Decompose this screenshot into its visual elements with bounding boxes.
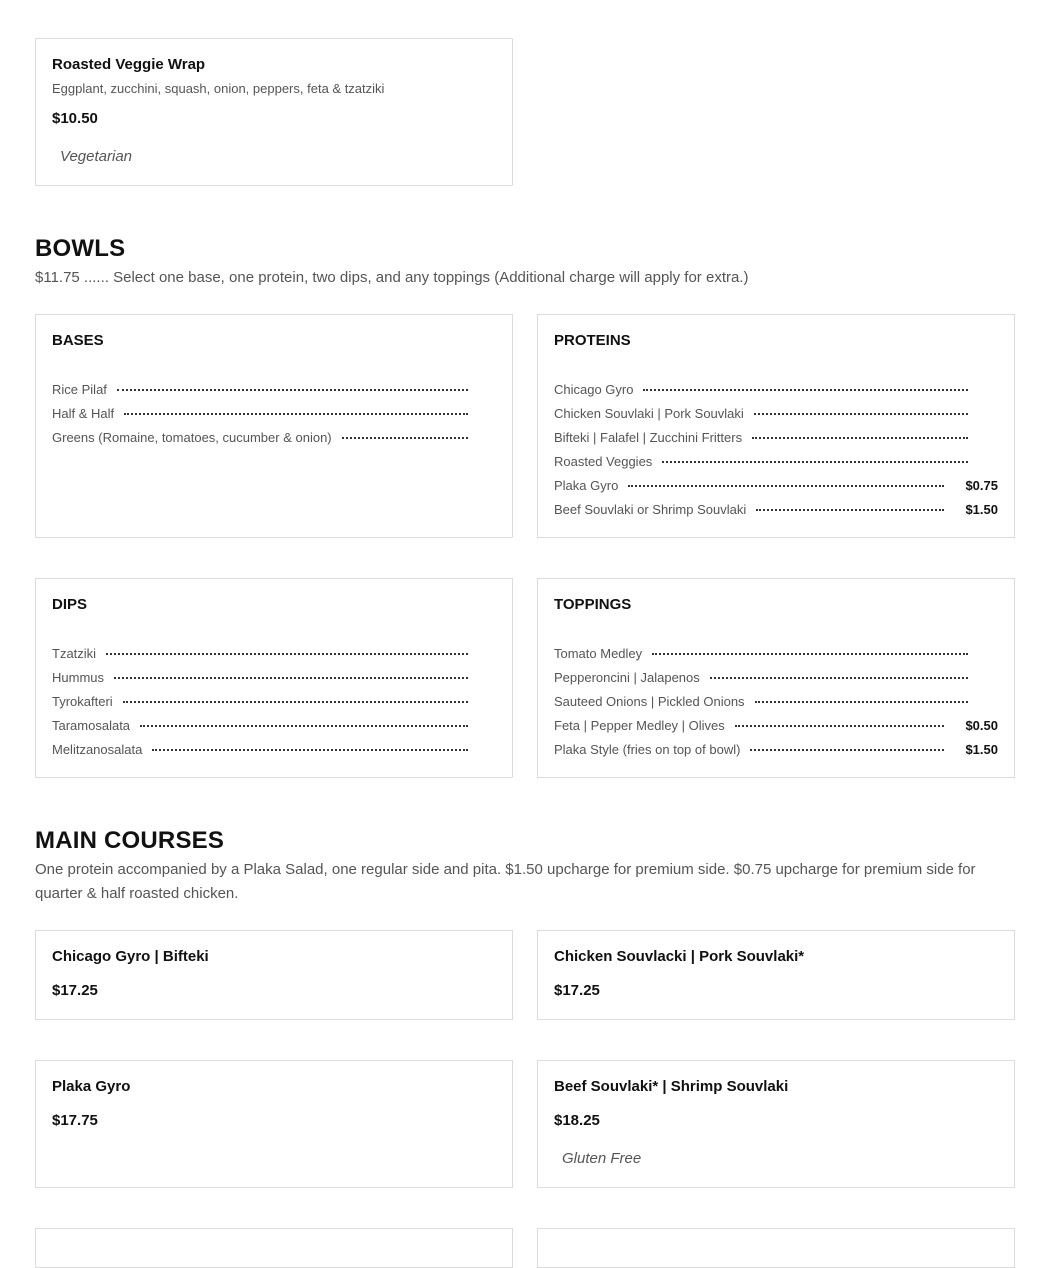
bowl-card-title: DIPS	[52, 596, 88, 613]
menu-item-card-partial[interactable]	[537, 1228, 1015, 1268]
section-description-main-courses: One protein accompanied by a Plaka Salad, one regular side and pita. $1.50 upcharge for premium side. $0.75 upcharge for premium side for quarter & half roasted chicken.	[35, 861, 976, 902]
bowl-card-dips	[35, 578, 513, 778]
list-item-name: Plaka Style (fries on top of bowl)	[554, 741, 741, 757]
menu-item-title: Roasted Veggie Wrap	[52, 56, 206, 73]
list-item-price: $1.50	[965, 501, 998, 517]
list-item[interactable]	[554, 497, 998, 521]
menu-item-price: $17.75	[52, 1112, 98, 1129]
list-item[interactable]	[52, 401, 478, 425]
section-title-main-courses: MAIN COURSES	[35, 827, 225, 854]
bowl-card-proteins	[537, 314, 1015, 538]
list-item-name: Rice Pilaf	[52, 381, 107, 397]
menu-item-card-roasted-veggie-wrap[interactable]	[35, 38, 513, 186]
list-item[interactable]	[52, 665, 478, 689]
list-item-name: Taramosalata	[52, 717, 131, 733]
dotted-leader	[662, 461, 968, 463]
menu-item-card-beef-shrimp-souvlaki[interactable]	[537, 1060, 1015, 1188]
list-item[interactable]	[52, 377, 478, 401]
list-item-name: Chicago Gyro	[554, 381, 634, 397]
dips-list	[52, 641, 478, 761]
list-item[interactable]	[554, 473, 998, 497]
list-item[interactable]	[554, 449, 998, 473]
list-item-name: Plaka Gyro	[554, 477, 619, 493]
menu-item-card-plaka-gyro[interactable]	[35, 1060, 513, 1188]
dotted-leader	[140, 725, 468, 727]
dotted-leader	[117, 389, 468, 391]
dotted-leader	[735, 725, 944, 727]
menu-item-title: Chicago Gyro | Bifteki	[52, 948, 209, 965]
bowl-card-title: PROTEINS	[554, 332, 631, 349]
menu-item-price: $17.25	[52, 982, 98, 999]
list-item[interactable]	[52, 689, 478, 713]
list-item[interactable]	[52, 641, 478, 665]
list-item-name: Greens (Romaine, tomatoes, cucumber & onion)	[52, 429, 332, 445]
section-description-bowls: $11.75 ...... Select one base, one protein, two dips, and any toppings (Additional charge will apply for extra.)	[35, 269, 749, 286]
menu-item-card-chicken-pork-souvlaki[interactable]	[537, 930, 1015, 1020]
dotted-leader	[628, 485, 944, 487]
dotted-leader	[152, 749, 468, 751]
list-item[interactable]	[554, 713, 998, 737]
list-item-name: Roasted Veggies	[554, 453, 653, 469]
list-item[interactable]	[554, 641, 998, 665]
dotted-leader	[752, 437, 968, 439]
menu-item-description: Eggplant, zucchini, squash, onion, peppers, feta & tzatziki	[52, 81, 385, 96]
bases-list	[52, 377, 478, 449]
list-item-name: Beef Souvlaki or Shrimp Souvlaki	[554, 501, 747, 517]
dotted-leader	[756, 509, 944, 511]
list-item-name: Pepperoncini | Jalapenos	[554, 669, 700, 685]
list-item-name: Melitzanosalata	[52, 741, 143, 757]
dotted-leader	[754, 413, 968, 415]
dotted-leader	[755, 701, 968, 703]
dotted-leader	[124, 413, 468, 415]
list-item[interactable]	[554, 377, 998, 401]
dotted-leader	[643, 389, 968, 391]
list-item-name: Chicken Souvlaki | Pork Souvlaki	[554, 405, 744, 421]
list-item[interactable]	[554, 401, 998, 425]
list-item[interactable]	[554, 665, 998, 689]
menu-item-title: Beef Souvlaki* | Shrimp Souvlaki	[554, 1078, 789, 1095]
dotted-leader	[123, 701, 468, 703]
list-item[interactable]	[52, 713, 478, 737]
list-item[interactable]	[554, 737, 998, 761]
list-item[interactable]	[554, 689, 998, 713]
list-item-name: Hummus	[52, 669, 105, 685]
dietary-tag: Gluten Free	[562, 1150, 642, 1167]
list-item[interactable]	[554, 425, 998, 449]
list-item-price: $0.50	[965, 717, 998, 733]
list-item-name: Feta | Pepper Medley | Olives	[554, 717, 725, 733]
list-item[interactable]	[52, 737, 478, 761]
menu-item-title: Plaka Gyro	[52, 1078, 131, 1095]
bowl-card-bases	[35, 314, 513, 538]
menu-item-price: $10.50	[52, 110, 98, 127]
list-item-price: $1.50	[965, 741, 998, 757]
list-item-name: Half & Half	[52, 405, 115, 421]
menu-item-card-chicago-gyro-bifteki[interactable]	[35, 930, 513, 1020]
menu-item-title: Chicken Souvlacki | Pork Souvlaki*	[554, 948, 805, 965]
dotted-leader	[652, 653, 968, 655]
toppings-list	[554, 641, 998, 761]
dotted-leader	[342, 437, 468, 439]
menu-item-price: $17.25	[554, 982, 600, 999]
proteins-list	[554, 377, 998, 521]
menu-item-card-partial[interactable]	[35, 1228, 513, 1268]
list-item-name: Tzatziki	[52, 645, 97, 661]
list-item-name: Sauteed Onions | Pickled Onions	[554, 693, 745, 709]
list-item[interactable]	[52, 425, 478, 449]
dietary-tag: Vegetarian	[60, 148, 132, 165]
bowl-card-title: BASES	[52, 332, 104, 349]
section-title-bowls: BOWLS	[35, 235, 126, 262]
dotted-leader	[114, 677, 468, 679]
dotted-leader	[710, 677, 968, 679]
list-item-price: $0.75	[965, 477, 998, 493]
bowl-card-toppings	[537, 578, 1015, 778]
list-item-name: Tomato Medley	[554, 645, 643, 661]
menu-item-price: $18.25	[554, 1112, 600, 1129]
list-item-name: Bifteki | Falafel | Zucchini Fritters	[554, 429, 743, 445]
bowl-card-title: TOPPINGS	[554, 596, 632, 613]
dotted-leader	[106, 653, 468, 655]
list-item-name: Tyrokafteri	[52, 693, 113, 709]
dotted-leader	[750, 749, 944, 751]
